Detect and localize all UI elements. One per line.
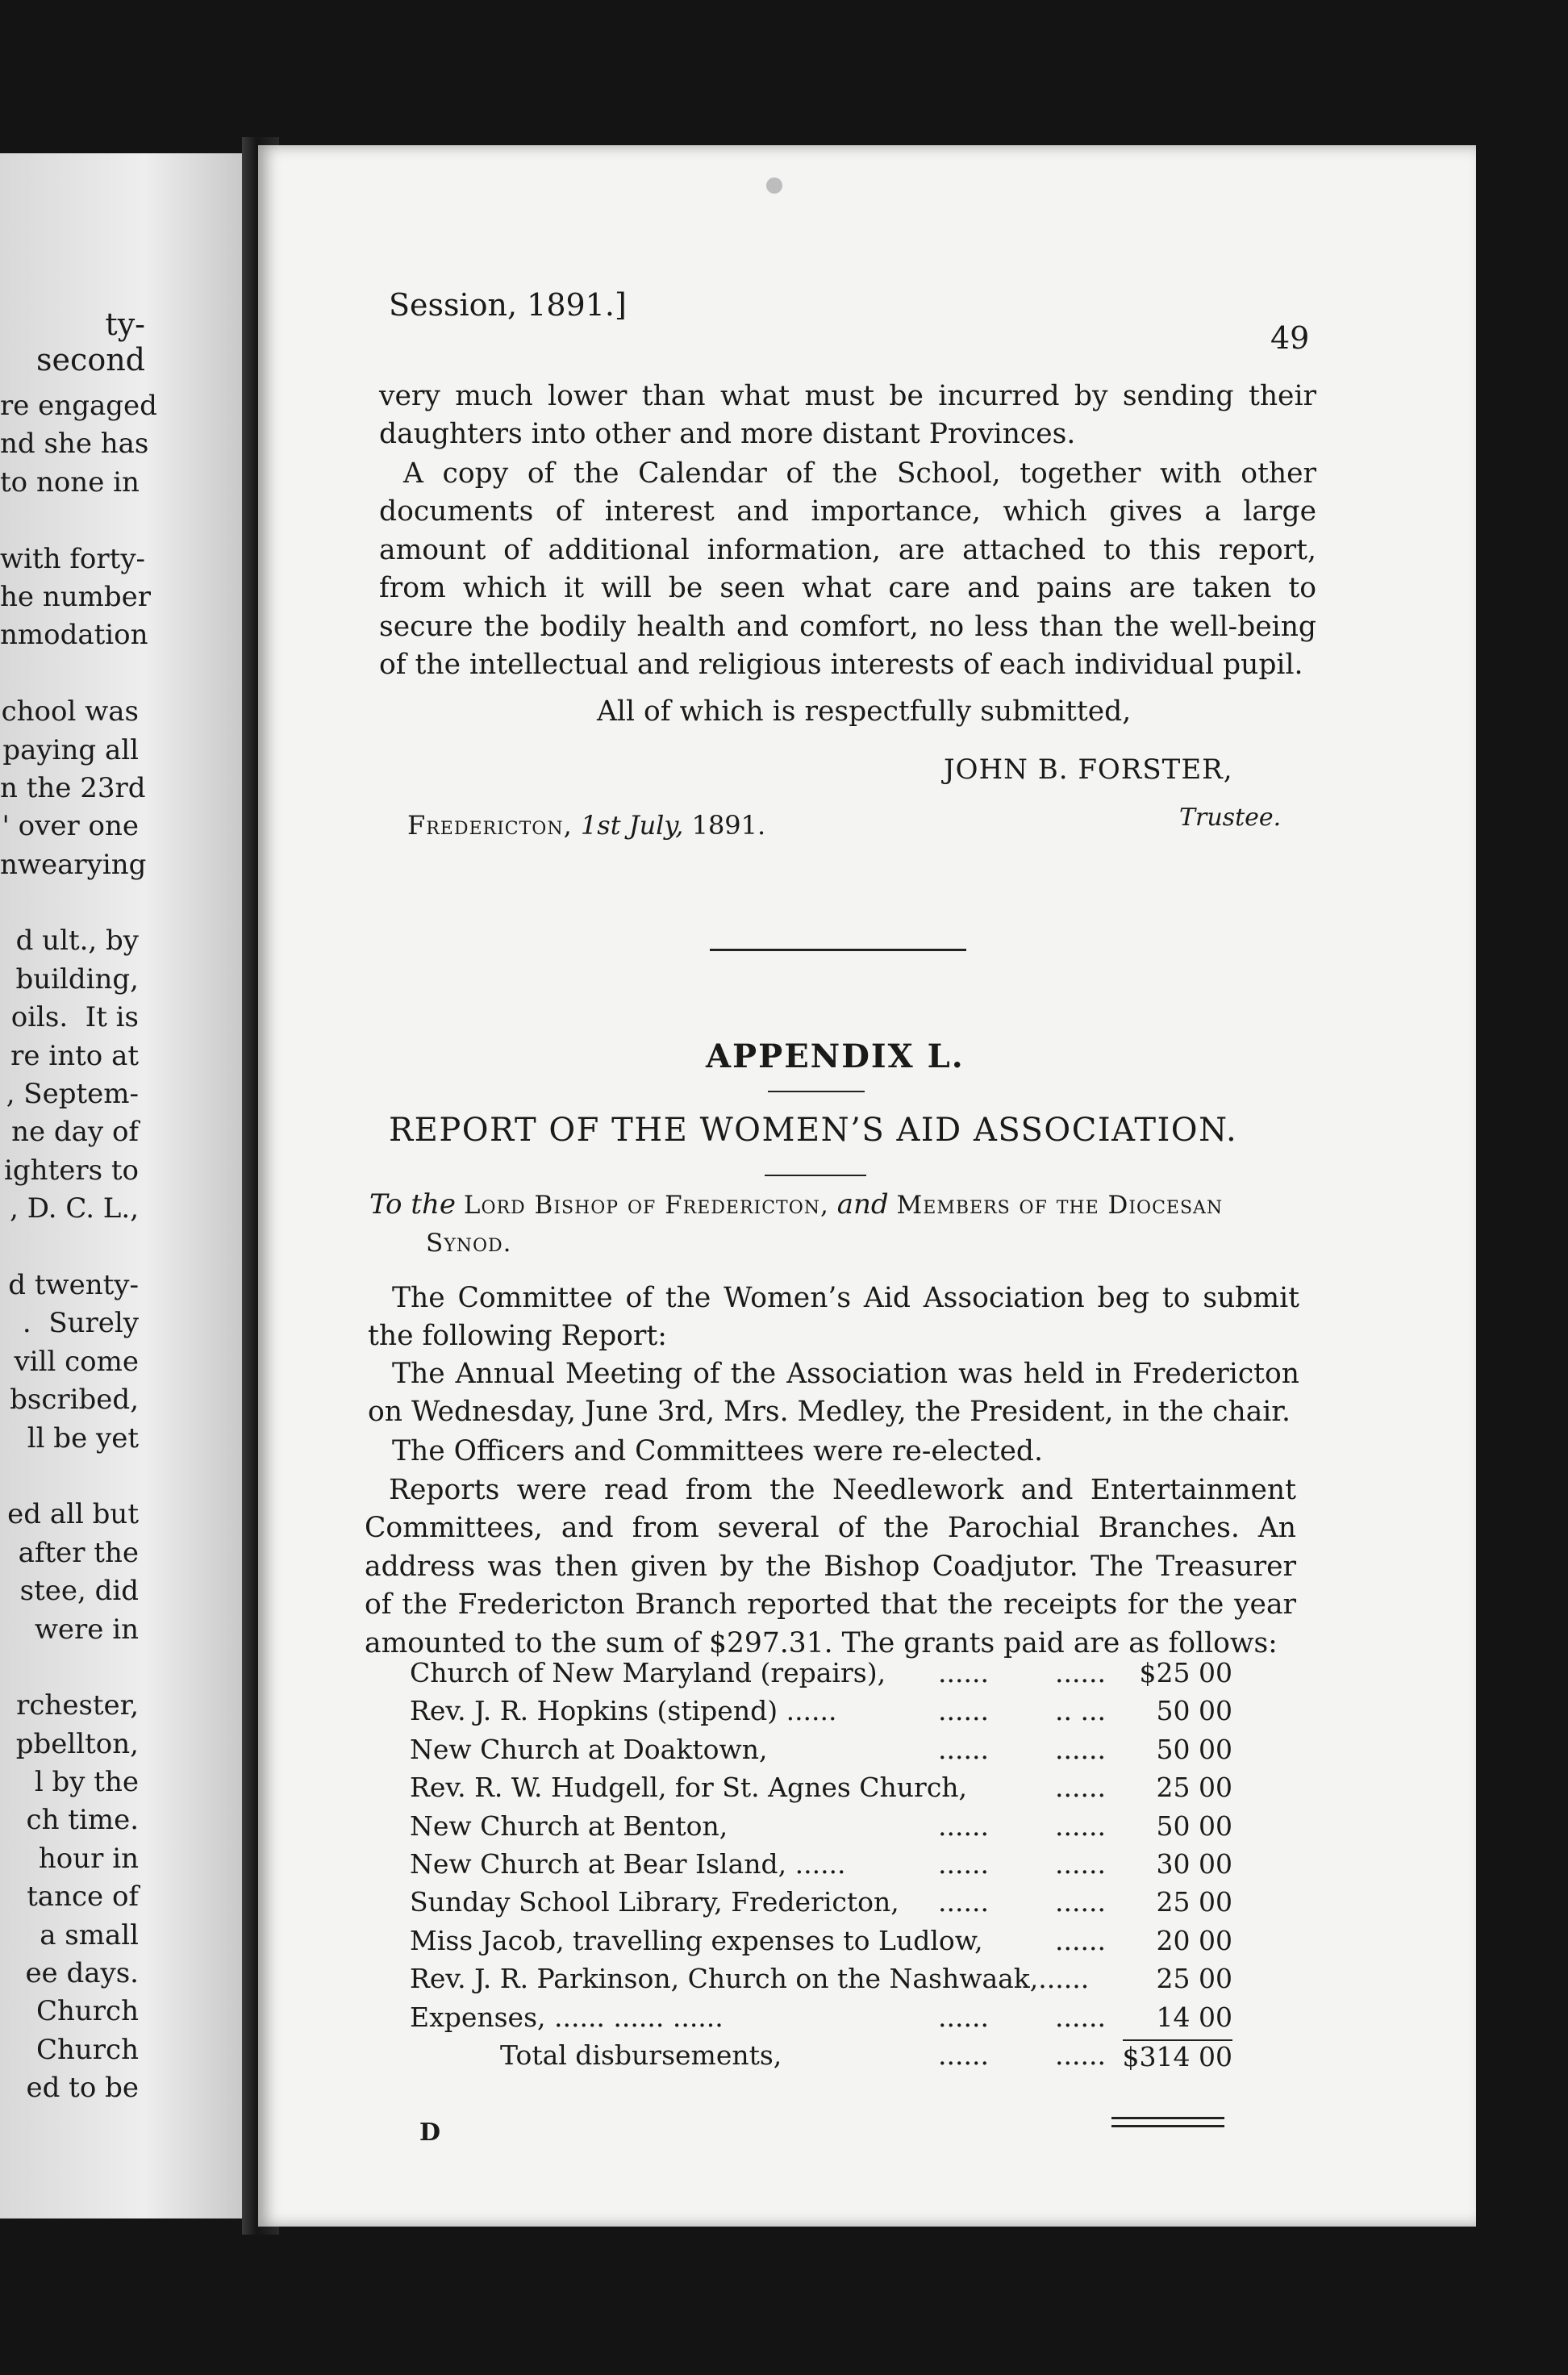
left-page-line: he number (0, 580, 151, 613)
left-page-line: bscribed, (10, 1384, 139, 1417)
salutation-to: To the (369, 1188, 456, 1221)
paragraph-officers-text: The Officers and Committees were re-elected. (392, 1435, 1043, 1467)
left-page-line: ed to be (26, 2072, 139, 2105)
left-page-line (0, 502, 139, 540)
date-day: 1st (580, 810, 621, 841)
paragraph-reports-text: Reports were read from the Needlework and Entertainment Committees, and from several of the Parochial Branches. An address was then given by the Bishop Coadjutor. The Treasurer of the Fredericton Branch reported that the receipts for the year amounted to the sum of $297.31. The grants paid are as follows: (365, 1474, 1296, 1659)
paragraph-meeting (368, 1355, 1299, 1432)
left-page-line: Church (35, 1995, 139, 2028)
ledger-leader: ...... (1055, 2001, 1106, 2033)
left-page-line: ee days. (25, 1957, 139, 1990)
left-page-line: nwearying (0, 848, 147, 881)
appendix-title: APPENDIX L. (706, 1037, 965, 1075)
salutation-recipient-3: Synod. (426, 1229, 512, 1258)
paragraph-calendar (379, 455, 1316, 684)
left-page-line: pbellton, (15, 1727, 139, 1760)
ledger-label: Sunday School Library, Fredericton, (410, 1886, 899, 1918)
left-page-line: d twenty- (8, 1268, 139, 1301)
ledger-amount: 25 00 (1156, 1772, 1232, 1804)
salutation-recipient-1: Lord Bishop of Fredericton, (463, 1191, 829, 1220)
page-number: 49 (1270, 320, 1310, 356)
ledger-leader: ...... (1055, 1657, 1106, 1688)
report-title: REPORT OF THE WOMEN’S AID ASSOCIATION. (389, 1112, 1238, 1149)
left-page-line: vill come (14, 1345, 139, 1378)
title-rule-bottom (765, 1175, 866, 1176)
ledger-leader: ...... (938, 1733, 989, 1765)
left-page-line: re engaged (0, 390, 157, 422)
left-page-line: ighters to (4, 1154, 139, 1187)
ledger-row (410, 1810, 1232, 1848)
ledger-label: Expenses, ...... ...... ...... (410, 2001, 724, 2033)
salutation-recipient-2: Members of the Diocesan (896, 1191, 1224, 1220)
ledger-label: Rev. J. R. Parkinson, Church on the Nashwaak,...... (410, 1963, 1090, 1995)
left-page-header: ty-second (36, 307, 145, 378)
ledger-row (410, 1695, 1232, 1733)
ledger-row (410, 1886, 1232, 1924)
place-date (407, 810, 765, 841)
ledger-label: Rev. R. W. Hudgell, for St. Agnes Church, (410, 1772, 968, 1804)
left-page-line: ' over one (2, 810, 139, 843)
ledger-row (410, 2001, 1232, 2039)
binding-hole (766, 177, 782, 194)
grants-ledger (410, 1657, 1232, 2077)
left-page-line: re into at (10, 1039, 139, 1072)
total-double-rule (1111, 2117, 1224, 2127)
paragraph-continuation: very much lower than what must be incurred by sending their daughters into other and more distant Provinces. (379, 380, 1316, 451)
ledger-amount: 25 00 (1156, 1886, 1232, 1918)
left-facing-page (0, 153, 242, 2218)
left-page-line: rchester, (16, 1689, 139, 1722)
left-page-line (0, 655, 139, 693)
ledger-row (410, 1925, 1232, 1963)
ledger-leader: .. ... (1055, 1695, 1106, 1727)
left-page-line: paying all (2, 733, 139, 766)
ledger-total-label: Total disbursements, (500, 2039, 782, 2071)
left-page-line: to none in (0, 465, 140, 499)
left-page-line: d ult., by (15, 925, 139, 958)
closing-submitted: All of which is respectfully submitted, (597, 695, 1132, 728)
left-page-line: nmodation (0, 619, 148, 652)
ledger-row (410, 1772, 1232, 1809)
left-page-line: l by the (34, 1766, 139, 1799)
left-page-line: a small (40, 1918, 139, 1951)
date-month: July, (628, 810, 684, 841)
ledger-row (410, 1848, 1232, 1886)
ledger-leader: ...... (1055, 1924, 1106, 1956)
ledger-leader: ...... (1055, 1847, 1106, 1880)
left-page-line: , D. C. L., (10, 1192, 139, 1225)
left-page-line (0, 884, 139, 922)
paragraph-reports (365, 1471, 1296, 1663)
signature-mark: D (419, 2118, 441, 2147)
salutation (369, 1186, 1313, 1263)
ledger-label: Miss Jacob, travelling expenses to Ludlow, (410, 1924, 983, 1956)
ledger-leader: ...... (938, 1695, 989, 1727)
salutation-and: and (836, 1188, 889, 1221)
left-page-line: with forty- (0, 542, 146, 575)
left-page-line: , Septem- (6, 1078, 139, 1111)
ledger-label: New Church at Benton, (410, 1809, 728, 1842)
left-page-line (0, 1458, 139, 1496)
ledger-leader: ...... (938, 1657, 989, 1688)
left-page-line: ll be yet (27, 1421, 139, 1455)
left-page-line: building, (15, 962, 139, 995)
ledger-label: New Church at Doaktown, (410, 1733, 768, 1765)
ledger-leader: ...... (1055, 2039, 1106, 2071)
ledger-leader: ...... (1055, 1809, 1106, 1842)
left-page-line: nd she has (0, 428, 149, 461)
ledger-row (410, 1657, 1232, 1695)
ledger-leader: ...... (938, 2001, 989, 2033)
ledger-amount: 50 00 (1156, 1809, 1232, 1842)
ledger-amount: 30 00 (1156, 1847, 1232, 1880)
left-page-line: ch time. (26, 1804, 139, 1837)
ledger-amount: 25 00 (1156, 1963, 1232, 1995)
left-page-line: chool was (1, 695, 139, 728)
section-divider (710, 949, 966, 951)
ledger-leader: ...... (938, 2039, 989, 2071)
ledger-label: Rev. J. R. Hopkins (stipend) ...... (410, 1695, 837, 1727)
left-page-line: after the (18, 1536, 139, 1569)
ledger-leader: ...... (938, 1886, 989, 1918)
ledger-amount: 50 00 (1156, 1733, 1232, 1765)
running-header: Session, 1891.] (389, 287, 627, 323)
left-page-line: tance of (27, 1880, 139, 1914)
paragraph-meeting-text: The Annual Meeting of the Association was held in Fredericton on Wednesday, June 3rd, Mrs. Medley, the President, in the chair. (368, 1358, 1299, 1429)
signer-role: Trustee. (1179, 803, 1282, 832)
paragraph-officers (368, 1433, 1299, 1471)
ledger-row (410, 1963, 1232, 2001)
left-page-text (0, 387, 157, 2108)
ledger-amount: 14 00 (1156, 2001, 1232, 2033)
left-page-line: n the 23rd (0, 771, 146, 804)
signer-name: JOHN B. FORSTER, (944, 753, 1233, 786)
paragraph-committee-text: The Committee of the Women’s Aid Association beg to submit the following Report: (368, 1282, 1299, 1353)
ledger-leader: ...... (1055, 1733, 1106, 1765)
paragraph-committee (368, 1279, 1299, 1356)
paragraph-calendar-text: A copy of the Calendar of the School, together with other documents of interest and importance, which gives a large amount of additional information, are attached to this report, from which it will be seen what care and pains are taken to secure the bodily health and comfort, no less than the well-being of the intellectual and religious interests of each individual pupil. (379, 457, 1316, 682)
left-page-line: were in (34, 1613, 139, 1646)
place: Fredericton, (407, 810, 573, 841)
date-year: 1891. (691, 810, 766, 841)
ledger-leader: ...... (1055, 1772, 1106, 1804)
left-page-line: ne day of (11, 1116, 139, 1149)
ledger-leader: ...... (938, 1809, 989, 1842)
ledger-amount: 20 00 (1156, 1924, 1232, 1956)
left-page-line: stee, did (19, 1575, 139, 1608)
ledger-row (410, 1734, 1232, 1772)
left-page-line (0, 1229, 139, 1267)
ledger-leader: ...... (1055, 1886, 1106, 1918)
ledger-label: New Church at Bear Island, ...... (410, 1847, 846, 1880)
ledger-total-amount: $314 00 (1122, 2040, 1232, 2072)
left-page-line: oils. It is (10, 1001, 139, 1034)
left-page-line: . Surely (22, 1307, 139, 1340)
ledger-amount: 50 00 (1156, 1695, 1232, 1727)
left-page-line: ed all but (7, 1498, 139, 1531)
title-rule-top (768, 1091, 865, 1092)
ledger-leader: ...... (938, 1847, 989, 1880)
left-page-line (0, 1649, 139, 1687)
left-page-line: Church (35, 2033, 139, 2066)
ledger-label: Church of New Maryland (repairs), (410, 1657, 886, 1688)
ledger-amount: $25 00 (1139, 1657, 1232, 1688)
ledger-total-row (410, 2039, 1232, 2077)
left-page-line: hour in (38, 1842, 139, 1875)
